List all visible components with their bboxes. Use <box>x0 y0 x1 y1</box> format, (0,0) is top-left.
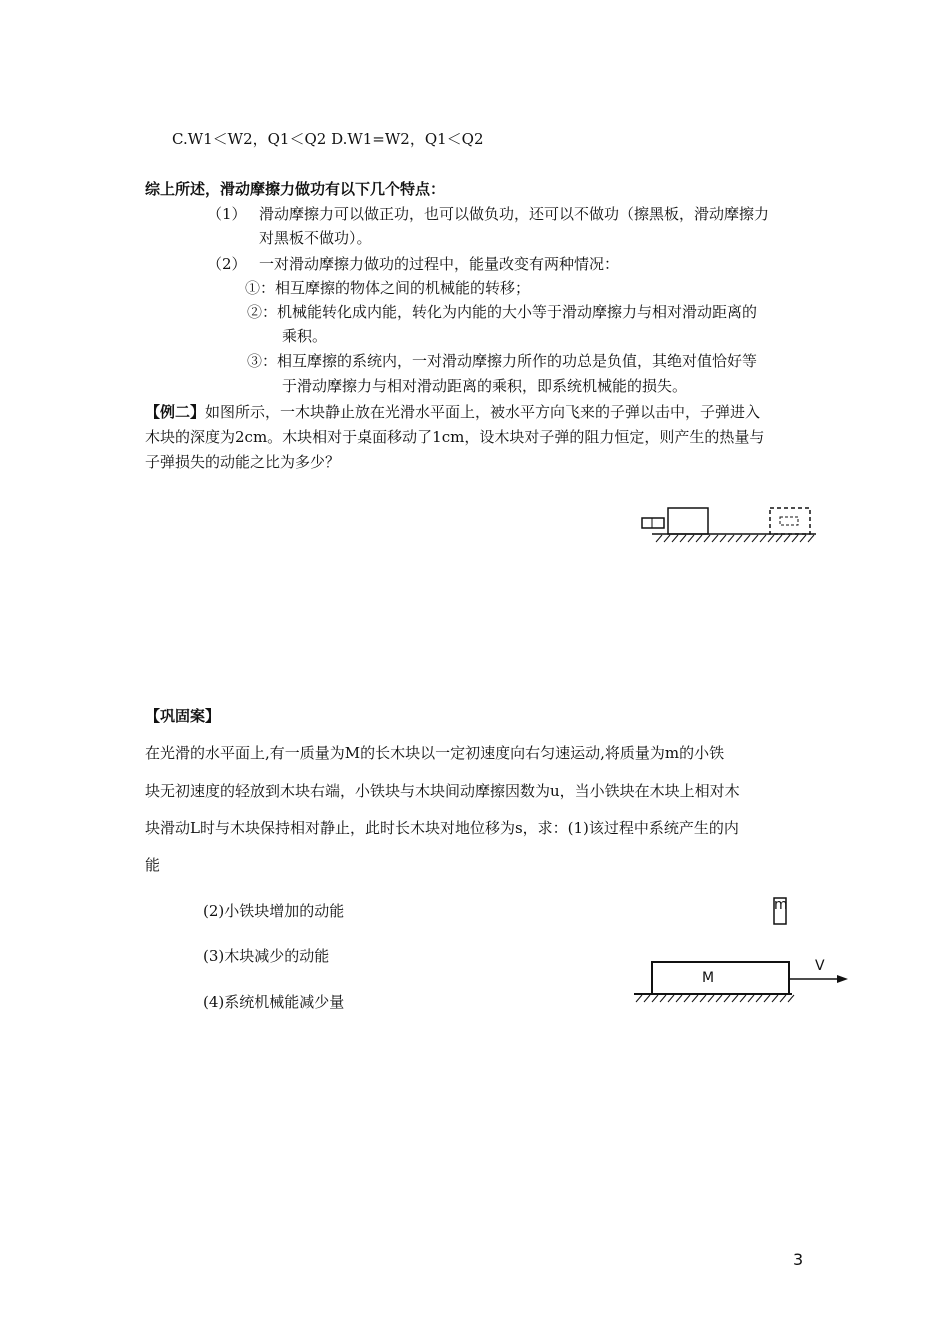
large-mass-label: M <box>702 970 715 986</box>
question-4: (4)系统机械能减少量 <box>203 993 345 1011</box>
small-mass-label: m <box>774 897 788 913</box>
point2-text: 一对滑动摩擦力做功的过程中，能量改变有两种情况： <box>259 255 620 273</box>
question-3: (3)木块减少的动能 <box>203 947 330 965</box>
consolidation-line3: 块滑动L时与木块保持相对静止，此时长木块对地位移为s，求：(1)该过程中系统产生的内 <box>145 819 739 837</box>
long-block <box>652 962 789 994</box>
page-number: 3 <box>793 1250 804 1269</box>
consolidation-line1: 在光滑的水平面上,有一质量为M的长木块以一定初速度向右匀速运动,将质量为m的小铁 <box>145 744 725 762</box>
bullet-block-figure <box>640 500 820 550</box>
sub-item-2: ②：机械能转化成内能，转化为内能的大小等于滑动摩擦力与相对滑动距离的 <box>247 303 758 321</box>
ground-hatching <box>656 535 814 542</box>
point1-text: 滑动摩擦力可以做正功，也可以做负功，还可以不做功（擦黑板，滑动摩擦力 <box>259 205 770 223</box>
example2-line3: 子弹损失的动能之比为多少？ <box>145 453 341 471</box>
options-line: C.W1＜W2，Q1＜Q2 D.W1=W2，Q1＜Q2 <box>172 130 484 148</box>
consolidation-line2: 块无初速度的轻放到木块右端，小铁块与木块间动摩擦因数为u，当小铁块在木块上相对木 <box>145 782 740 800</box>
question-2: (2)小铁块增加的动能 <box>203 902 345 920</box>
sub-item-3: ③：相互摩擦的系统内，一对滑动摩擦力所作的功总是负值，其绝对值恰好等 <box>247 352 758 370</box>
consolidation-heading: 【巩固案】 <box>145 707 221 725</box>
point1-text-cont: 对黑板不做功）。 <box>259 229 372 247</box>
example2-label: 【例二】 <box>145 403 206 421</box>
point2-number: （2） <box>207 255 247 273</box>
consolidation-line4: 能 <box>145 856 161 874</box>
block-mass-figure <box>630 890 855 1020</box>
bullet <box>642 518 664 528</box>
example2-line1 <box>145 401 760 422</box>
ground-hatching <box>636 995 794 1002</box>
block-final-dashed <box>770 508 810 534</box>
example2-text-1: 如图所示，一木块静止放在光滑水平面上，被水平方向飞来的子弹以击中，子弹进入 <box>205 403 761 421</box>
sub-item-2-cont: 乘积。 <box>282 327 328 345</box>
block-initial <box>668 508 708 534</box>
summary-heading: 综上所述，滑动摩擦力做功有以下几个特点： <box>145 180 446 198</box>
point1-number: （1） <box>207 205 247 223</box>
velocity-label: V <box>815 958 825 974</box>
sub-item-3-cont: 于滑动摩擦力与相对滑动距离的乘积，即系统机械能的损失。 <box>282 377 688 395</box>
example2-line2: 木块的深度为2cm。木块相对于桌面移动了1cm，设木块对子弹的阻力恒定，则产生的热量与 <box>145 428 765 446</box>
sub-item-1: ①：相互摩擦的物体之间的机械能的转移； <box>245 279 531 297</box>
